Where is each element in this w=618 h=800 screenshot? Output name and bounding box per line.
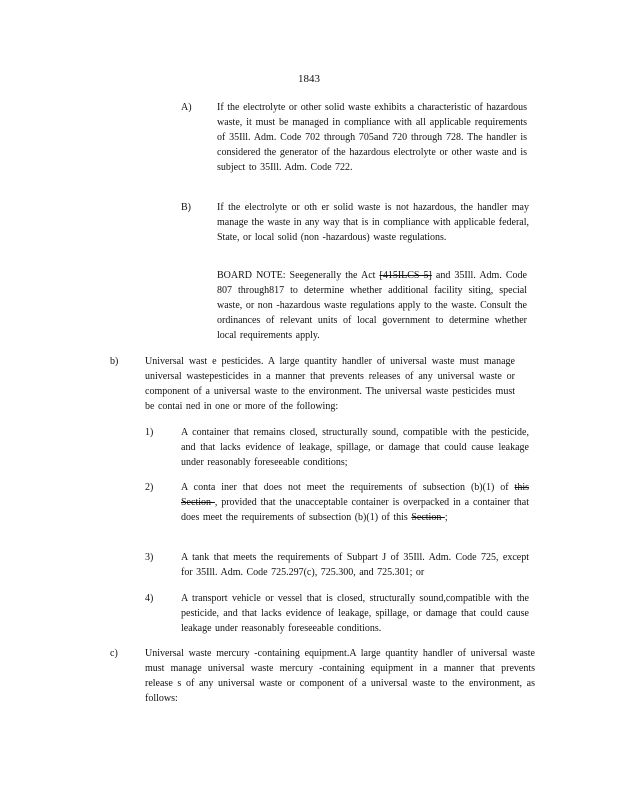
item-label-3: 3): [145, 552, 154, 563]
item-text-2-deleted-b: Section: [411, 512, 445, 523]
item-label-A: A): [181, 102, 192, 113]
item-label-c: c): [110, 648, 118, 659]
item-text-B: If the electrolyte or oth er solid waste is not hazardous, the handler may manage the waste in any way that is in compliance with applicable federal, State, or local solid (non -hazardous) waste regulations.: [217, 202, 529, 243]
item-text-A: If the electrolyte or other solid waste exhibits a characteristic of hazardous waste, it must be managed in compliance with all applicable requirements of 35Ill. Adm. Code 702 through 705and 720 through 728. The handler is considered the generator of the hazardous electrolyte or other waste and is subject to 35Ill. Adm. Code 722.: [217, 102, 527, 173]
item-text-b: Universal wast e pesticides. A large quantity handler of universal waste must manage universal wastepesticides in a manner that prevents releases of any universal waste or component of a universal waste to the environment. The universal waste pesticides must be contai ned in one or more of the following:: [145, 356, 515, 412]
board-note-text-cont: and 35Ill. Adm. Code 807 through817 to determine whether additional facility siting, special waste, or non -hazardous waste regulations apply to the waste. Consult the ordinances of relevant units of local government to determine whether local requirements apply.: [217, 270, 527, 341]
item-text-2-part-c: ;: [444, 512, 448, 523]
item-text-3: A tank that meets the requirements of Subpart J of 35Ill. Adm. Code 725, except for 35Ill. Adm. Code 725.297(c), 725.300, and 725.301; or: [181, 552, 529, 578]
item-text-4: A transport vehicle or vessel that is closed, structurally sound,compatible with the pesticide, and that lacks evidence of leakage, spillage, or damage that could cause leakage under reasonably foreseeable conditions.: [181, 593, 529, 634]
item-label-1: 1): [145, 427, 154, 438]
item-text-1: A container that remains closed, structurally sound, compatible with the pesticide, and that lacks evidence of leakage, spillage, or damage that could cause leakage under reasonably foreseeable conditions;: [181, 427, 529, 468]
item-label-b: b): [110, 356, 119, 367]
item-text-2-deleted-a: this Section: [181, 482, 529, 508]
item-label-B: B): [181, 202, 191, 213]
item-label-2: 2): [145, 482, 154, 493]
item-text-c: Universal waste mercury -containing equipment.A large quantity handler of universal waste must manage universal waste mercury -containing equipment in a manner that prevents release s of any universal waste or component of a universal waste to the environment, as follows:: [145, 648, 535, 704]
item-text-2: [181, 480, 529, 525]
page-number: 1843: [298, 73, 320, 85]
item-label-4: 4): [145, 593, 154, 604]
item-text-2-part-a: A conta iner that does not meet the requirements of subsection (b)(1) of: [181, 482, 515, 493]
item-text-2-part-b: , provided that the unacceptable container is overpacked in a container that does meet the requirements of subsection (b)(1) of this: [181, 497, 529, 523]
board-note-deleted-citation: [415ILCS 5]: [379, 270, 432, 281]
board-note-text: BOARD NOTE: Seegenerally the Act: [217, 270, 380, 281]
board-note: [217, 268, 527, 343]
